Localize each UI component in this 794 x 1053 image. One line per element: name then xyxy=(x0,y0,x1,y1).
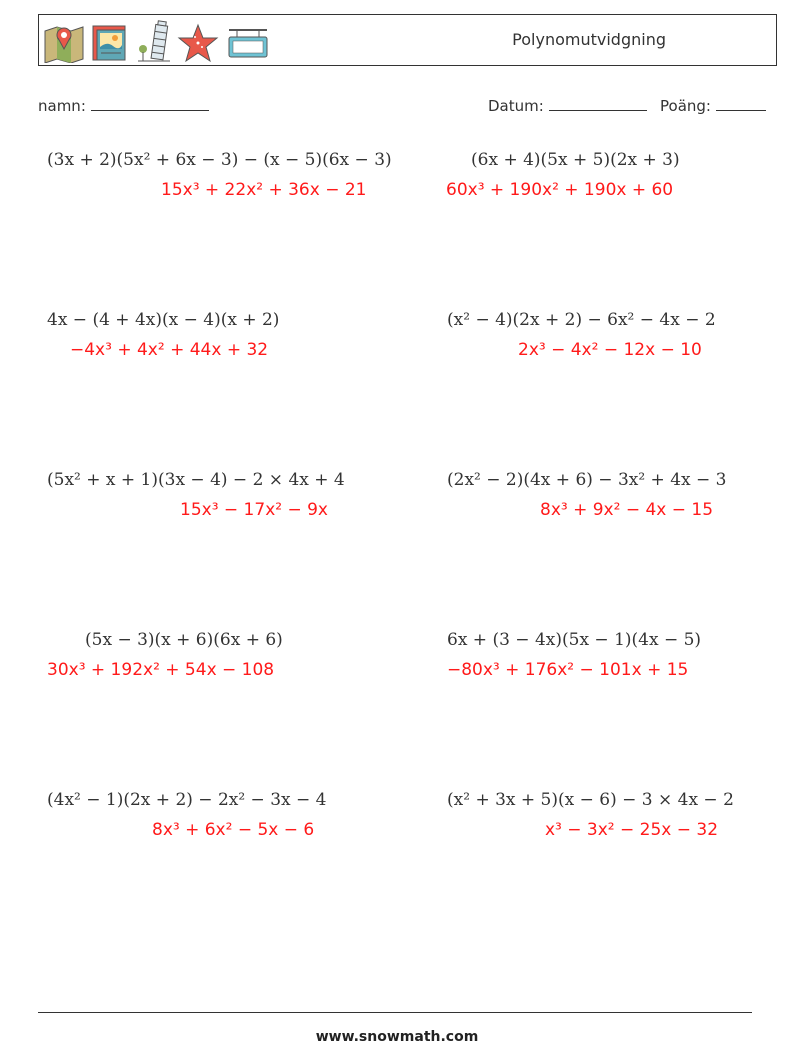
problem-3-answer: −4x³ + 4x² + 44x + 32 xyxy=(70,340,269,360)
date-label: Datum: xyxy=(488,97,544,115)
name-label: namn: xyxy=(38,97,86,115)
problem-5-answer: 15x³ − 17x² − 9x xyxy=(180,500,328,520)
problem-8-answer: −80x³ + 176x² − 101x + 15 xyxy=(447,660,689,680)
starfish-icon xyxy=(177,23,219,63)
problem-9-expression: (4x² − 1)(2x + 2) − 2x² − 3x − 4 xyxy=(47,790,327,810)
problem-7-expression: (5x − 3)(x + 6)(6x + 6) xyxy=(85,630,283,650)
score-label: Poäng: xyxy=(660,97,711,115)
name-field[interactable] xyxy=(38,96,209,115)
problem-4-expression: (x² − 4)(2x + 2) − 6x² − 4x − 2 xyxy=(447,310,716,330)
problem-6-answer: 8x³ + 9x² − 4x − 15 xyxy=(540,500,714,520)
problem-9-answer: 8x³ + 6x² − 5x − 6 xyxy=(152,820,315,840)
worksheet-title: Polynomutvidgning xyxy=(512,30,666,49)
worksheet-header xyxy=(38,14,777,66)
problem-3-expression: 4x − (4 + 4x)(x − 4)(x + 2) xyxy=(47,310,280,330)
problem-10-answer: x³ − 3x² − 25x − 32 xyxy=(545,820,719,840)
map-icon xyxy=(43,23,85,63)
footer-divider xyxy=(38,1012,752,1013)
header-icons xyxy=(43,19,271,63)
date-field[interactable] xyxy=(488,96,647,115)
problem-1-expression: (3x + 2)(5x² + 6x − 3) − (x − 5)(6x − 3) xyxy=(47,150,392,170)
date-blank-line[interactable] xyxy=(549,96,647,111)
leaning-tower-icon xyxy=(137,19,171,63)
problem-4-answer: 2x³ − 4x² − 12x − 10 xyxy=(518,340,702,360)
score-field[interactable] xyxy=(660,96,766,115)
problem-8-expression: 6x + (3 − 4x)(5x − 1)(4x − 5) xyxy=(447,630,702,650)
problem-6-expression: (2x² − 2)(4x + 6) − 3x² + 4x − 3 xyxy=(447,470,727,490)
problem-2-answer: 60x³ + 190x² + 190x + 60 xyxy=(446,180,674,200)
problem-7-answer: 30x³ + 192x² + 54x − 108 xyxy=(47,660,275,680)
hotel-sign-icon xyxy=(225,27,271,63)
picture-book-icon xyxy=(91,23,131,63)
problem-2-expression: (6x + 4)(5x + 5)(2x + 3) xyxy=(471,150,680,170)
score-blank-line[interactable] xyxy=(716,96,766,111)
footer-url[interactable]: www.snowmath.com xyxy=(315,1029,479,1045)
problem-1-answer: 15x³ + 22x² + 36x − 21 xyxy=(161,180,367,200)
name-blank-line[interactable] xyxy=(91,96,209,111)
problem-10-expression: (x² + 3x + 5)(x − 6) − 3 × 4x − 2 xyxy=(447,790,734,810)
problem-5-expression: (5x² + x + 1)(3x − 4) − 2 × 4x + 4 xyxy=(47,470,345,490)
